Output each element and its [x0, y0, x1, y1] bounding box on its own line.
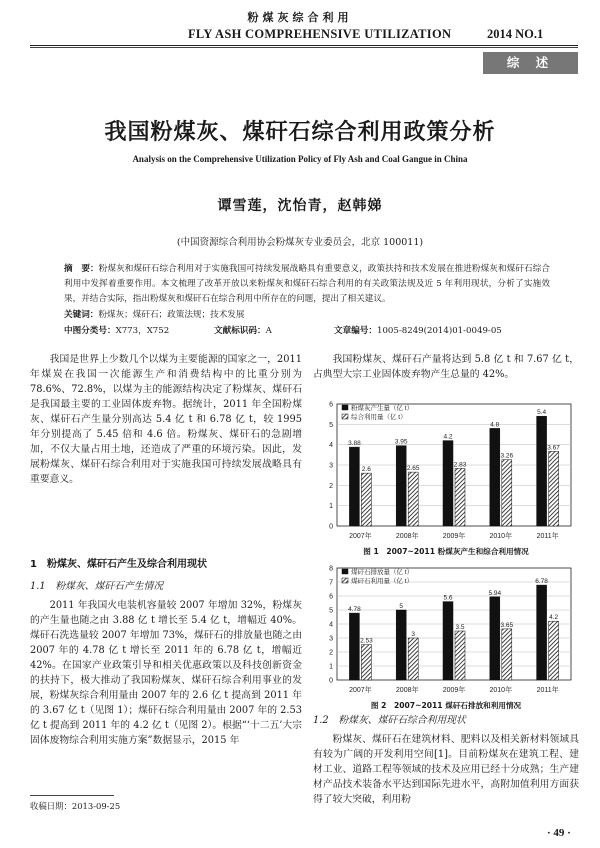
bar-value-label: 3.65	[500, 621, 514, 629]
bar	[349, 447, 359, 526]
bar	[396, 610, 406, 680]
abstract	[64, 262, 550, 307]
subsection-heading-1-2: 1.2 粉煤灰、煤矸石综合利用现状	[313, 715, 466, 726]
bar-value-label: 5.4	[537, 409, 547, 417]
y-tick-label: 2	[329, 649, 333, 657]
abstract-text: 粉煤灰和煤矸石综合利用对于实施我国可持续发展战略具有重要意义，政策扶持和技术发展在推进粉煤灰和煤矸石综合利用中发挥着重要作用。本文梳理了改革开放以来粉煤灰和煤矸石综合利用的有关政策法规及近 5 年利用现状，分析了实施效果，并结合实际，指出粉煤灰和煤矸石在综合利用中所存在的问题，提出了相关建议。	[64, 264, 550, 304]
clc-value: X773，X752	[115, 326, 170, 336]
y-tick-label: 7	[329, 579, 333, 587]
bar	[502, 460, 512, 526]
y-tick-label: 3	[329, 635, 333, 643]
section-badge: 综 述	[483, 52, 578, 74]
paragraph-right-top: 我国粉煤灰、煤矸石产量将达到 5.8 亿 t 和 7.67 亿 t，占典型大宗工业固体废弃物产生总量的 42%。	[313, 354, 579, 380]
legend-label: 粉煤灰产生量（亿 t）	[351, 405, 414, 412]
bar-value-label: 5.94	[488, 589, 502, 597]
doc-label: 文献标识码：	[214, 326, 266, 336]
bar-value-label: 2.83	[453, 461, 467, 469]
x-tick-label: 2007年	[349, 533, 372, 540]
journal-name-en: FLY ASH COMPREHENSIVE UTILIZATION	[188, 27, 452, 41]
legend-swatch	[342, 414, 348, 419]
bar	[408, 638, 418, 680]
keywords	[64, 308, 245, 320]
bar	[490, 428, 500, 526]
legend-swatch	[342, 569, 348, 574]
bar-value-label: 3.67	[547, 444, 560, 452]
bar-value-label: 5	[399, 603, 404, 610]
chart-figure-1	[313, 396, 579, 544]
bar	[549, 621, 559, 680]
bar-value-label: 3.88	[348, 440, 361, 448]
bar	[443, 602, 453, 680]
bar-value-label: 4.78	[348, 606, 361, 614]
bar	[443, 441, 453, 526]
footnote-rule	[30, 795, 114, 796]
x-tick-label: 2007年	[349, 687, 372, 694]
bar	[502, 629, 512, 680]
clc-label: 中图分类号：	[64, 326, 116, 336]
bar	[361, 473, 371, 526]
y-tick-label: 4	[329, 442, 333, 450]
bar-value-label: 3.26	[500, 452, 514, 460]
header-rule-thin	[30, 47, 578, 48]
header-rule	[30, 45, 578, 46]
subsection-heading-1-1: 1.1 粉煤灰、煤矸石产生情况	[30, 581, 164, 592]
abstract-label: 摘 要：	[64, 264, 99, 274]
article-value: 1005-8249(2014)01-0049-05	[376, 326, 502, 336]
bar	[396, 446, 406, 526]
bar-value-label: 4.8	[490, 421, 500, 429]
page-title: 我国粉煤灰、煤矸石综合利用政策分析	[104, 120, 496, 145]
bar-value-label: 3.95	[394, 438, 408, 446]
paragraph-1-1: 2011 年我国火电装机容量较 2007 年增加 32%，粉煤灰的产生量也随之由 3.88 亿 t 增长至 5.4 亿 t，增幅近 40%。煤矸石洗选量较 2007 年增加 73%，煤矸石的排放量也随之由 2007 年的 4.78 亿 t 增长至 2011 年的 6.78 亿 t，增幅近 42%。在国家产业政策引导和相关优惠政策以及科技创新资金的扶持下，极大推动了我国粉煤灰、煤矸石综合利用事业的发展，粉煤灰综合利用量由 2007 年的 2.6 亿 t 提高到 2011 年的 3.67 亿 t（见图 1）；煤矸石综合利用量由 2007 年的 2.53 亿 t 提高到 2011 年的 4.2 亿 t（见图 2）。根据“‘十二五’大宗固体废物综合利用实施方案”数据显示，2015 年	[30, 600, 303, 746]
year-issue: 2014 NO.1	[487, 27, 544, 41]
keywords-label: 关键词：	[64, 310, 99, 320]
y-tick-label: 8	[329, 565, 333, 573]
bar-value-label: 3.5	[455, 624, 465, 631]
figure-1-caption: 图 1 2007~2011 粉煤灰产生和综合利用情况	[363, 547, 529, 556]
y-tick-label: 5	[329, 421, 333, 429]
bar	[408, 472, 418, 526]
y-tick-label: 0	[329, 523, 333, 531]
x-tick-label: 2008年	[395, 533, 419, 540]
x-tick-label: 2010年	[489, 687, 513, 694]
received-date: 收稿日期：2013-09-25	[30, 801, 121, 811]
y-tick-label: 5	[329, 607, 333, 615]
bar	[361, 645, 371, 680]
legend-label: 煤矸石利用量（亿 t）	[351, 578, 414, 585]
classification-line	[64, 324, 550, 336]
bar-value-label: 2.6	[361, 466, 371, 474]
y-tick-label: 1	[329, 663, 333, 671]
y-tick-label: 6	[329, 593, 333, 601]
bar	[537, 416, 547, 526]
paragraph-1-2: 粉煤灰、煤矸石在建筑材料、肥料以及相关新材料领域具有较为广阔的开发利用空间[1]。目前粉煤灰在建筑工程、建材工业、道路工程等领域的技术及应用已经十分成熟；生产建材产品技术装备水平达到国际先进水平，高附加值利用方面获得了较大突破，利用粉	[313, 734, 579, 805]
page-number: · 49 ·	[547, 827, 571, 839]
bar	[537, 585, 547, 680]
bar	[455, 631, 465, 680]
bar-value-label: 2.65	[406, 465, 420, 473]
legend-label: 煤矸石排放量（亿 t）	[351, 569, 414, 576]
journal-name-cn: 粉煤灰综合利用	[247, 11, 353, 24]
x-tick-label: 2009年	[442, 687, 466, 694]
x-tick-label: 2011年	[536, 687, 559, 694]
section-heading-1: 1 粉煤灰、煤矸石产生及综合利用现状	[30, 559, 207, 570]
bar-value-label: 4.2	[549, 614, 559, 622]
y-tick-label: 0	[329, 677, 333, 685]
chart-figure-2	[313, 560, 579, 698]
doc-value: A	[265, 326, 272, 336]
x-tick-label: 2011年	[536, 533, 559, 540]
bar-value-label: 3	[411, 631, 416, 638]
x-tick-label: 2008年	[395, 687, 419, 694]
x-tick-label: 2010年	[489, 533, 513, 540]
bar-value-label: 4.2	[443, 433, 453, 441]
keywords-text: 粉煤灰；煤矸石；政策法规；技术发展	[98, 310, 245, 320]
bar	[490, 597, 500, 680]
authors: 谭雪莲，沈怡青，赵韩娣	[217, 198, 383, 214]
bar	[549, 451, 559, 526]
legend-swatch	[342, 578, 348, 583]
figure-2-caption: 图 2 2007~2011 煤矸石排放和利用情况	[370, 701, 522, 710]
bar	[455, 468, 465, 526]
legend-label: 综合利用量（亿 t）	[351, 414, 407, 421]
bar-value-label: 2.53	[360, 637, 373, 645]
bar-value-label: 5.6	[443, 594, 453, 602]
affiliation: (中国资源综合利用协会粉煤灰专业委员会，北京 100011)	[176, 237, 424, 248]
y-tick-label: 6	[329, 401, 333, 409]
bar-value-label: 6.78	[535, 578, 548, 586]
legend-swatch	[342, 405, 348, 410]
bar	[349, 613, 359, 680]
y-tick-label: 1	[329, 503, 333, 511]
article-label: 文章编号：	[334, 326, 377, 336]
y-tick-label: 2	[329, 482, 333, 490]
x-tick-label: 2009年	[442, 533, 466, 540]
y-tick-label: 3	[329, 462, 333, 470]
intro-paragraph: 我国是世界上少数几个以煤为主要能源的国家之一，2011 年煤炭在我国一次能源生产和消费结构中的比重分别为 78.6%、72.8%，以煤为主的能源结构决定了粉煤灰、煤矸石是我国最主要的工业固体废弃物。据统计，2011 年全国粉煤灰、煤矸石产生量分别高达 5.4 亿 t 和 6.78 亿 t，较 1995 年分别提高了 5.45 倍和 4.6 倍。粉煤灰、煤矸石的急剧增加，不仅大量占用土地，还造成了严重的环境污染。因此，发展粉煤灰、煤矸石综合利用对于实施我国可持续发展战略具有重要意义。	[30, 354, 302, 485]
page-title-en: Analysis on the Comprehensive Utilization Policy of Fly Ash and Coal Gangue in China	[132, 154, 468, 164]
y-tick-label: 4	[329, 621, 333, 629]
